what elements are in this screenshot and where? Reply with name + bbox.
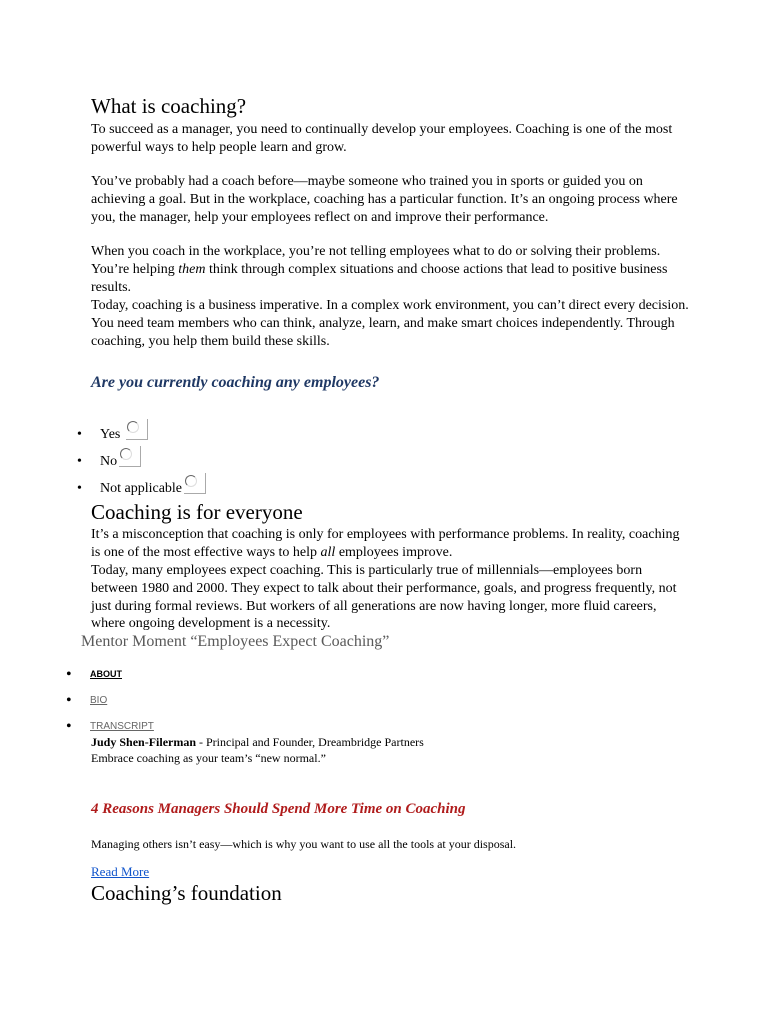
paragraph-millennials: Today, many employees expect coaching. This is particularly true of millennials—employees born between 1980 and 2000. They expect to talk about their performance, goals, and progress frequently, not just during formal reviews. But workers of all generations are now having longer, more fluid careers, where ongoing development is a necessity. [91, 563, 677, 632]
paragraph-business-imperative: Today, coaching is a business imperative. In a complex work environment, you can’t direct every decision. You need team members who can think, analyze, learn, and make smart choices independently. Through coaching, you help them build these skills. [91, 298, 689, 349]
heading-coaching-for-everyone: Coaching is for everyone [91, 500, 303, 524]
paragraph-workplace-part2: think through complex situations and choose actions that lead to positive business results. [91, 261, 668, 295]
radio-not-applicable[interactable] [184, 473, 206, 494]
option-no-label: No [100, 454, 118, 469]
read-more-link[interactable]: Read More [91, 864, 150, 879]
paragraph-workplace-part1: When you coach in the workplace, you’re not telling employees what to do or solving their problems. You’re helping [91, 244, 661, 277]
mentor-quote: Embrace coaching as your team’s “new normal.” [91, 751, 326, 765]
mentor-role: - Principal and Founder, Dreambridge Partners [196, 735, 424, 749]
bullet-icon: • [66, 692, 72, 709]
bullet-icon: • [77, 454, 82, 469]
question-heading: Are you currently coaching any employees? [91, 374, 380, 391]
option-not-applicable-label: Not applicable [100, 481, 183, 496]
radio-circle-icon [120, 448, 132, 460]
bullet-icon: • [66, 718, 72, 735]
option-yes-label: Yes [100, 427, 121, 442]
emphasis-them: them [178, 261, 206, 277]
heading-what-is-coaching: What is coaching? [91, 94, 247, 118]
mentor-credit [91, 734, 424, 750]
tab-transcript-link[interactable]: TRANSCRIPT [90, 721, 154, 732]
article-title[interactable]: 4 Reasons Managers Should Spend More Time on Coaching [91, 801, 466, 817]
tab-about-link[interactable]: ABOUT [90, 669, 122, 679]
tab-bio-link[interactable]: BIO [90, 695, 108, 706]
bullet-icon: • [66, 666, 72, 683]
paragraph-coach-before: You’ve probably had a coach before—maybe someone who trained you in sports or guided you on achieving a goal. But in the workplace, coaching has a particular function. It’s an ongoing process where you, the manager, help your employees reflect on and improve their performance. [91, 174, 678, 225]
heading-coachings-foundation: Coaching’s foundation [91, 881, 282, 905]
radio-yes[interactable] [126, 419, 148, 440]
bullet-icon: • [77, 481, 82, 496]
radio-circle-icon [127, 421, 139, 433]
article-summary: Managing others isn’t easy—which is why you want to use all the tools at your disposal. [91, 837, 517, 851]
bullet-icon: • [77, 427, 82, 442]
paragraph-intro: To succeed as a manager, you need to continually develop your employees. Coaching is one of the most powerful ways to help people learn and grow. [91, 122, 673, 155]
radio-circle-icon [185, 475, 197, 487]
emphasis-all: all [320, 544, 336, 560]
paragraph-misconception [91, 526, 691, 562]
paragraph-workplace [91, 243, 691, 296]
mentor-name: Judy Shen-Filerman [91, 735, 197, 749]
mentor-moment-title: Mentor Moment “Employees Expect Coaching” [81, 633, 390, 650]
paragraph-misconception-part1: It’s a misconception that coaching is only for employees with performance problems. In reality, coaching is one of the most effective ways to help [91, 527, 680, 560]
radio-no[interactable] [119, 446, 141, 467]
paragraph-misconception-part2: employees improve. [335, 544, 453, 560]
